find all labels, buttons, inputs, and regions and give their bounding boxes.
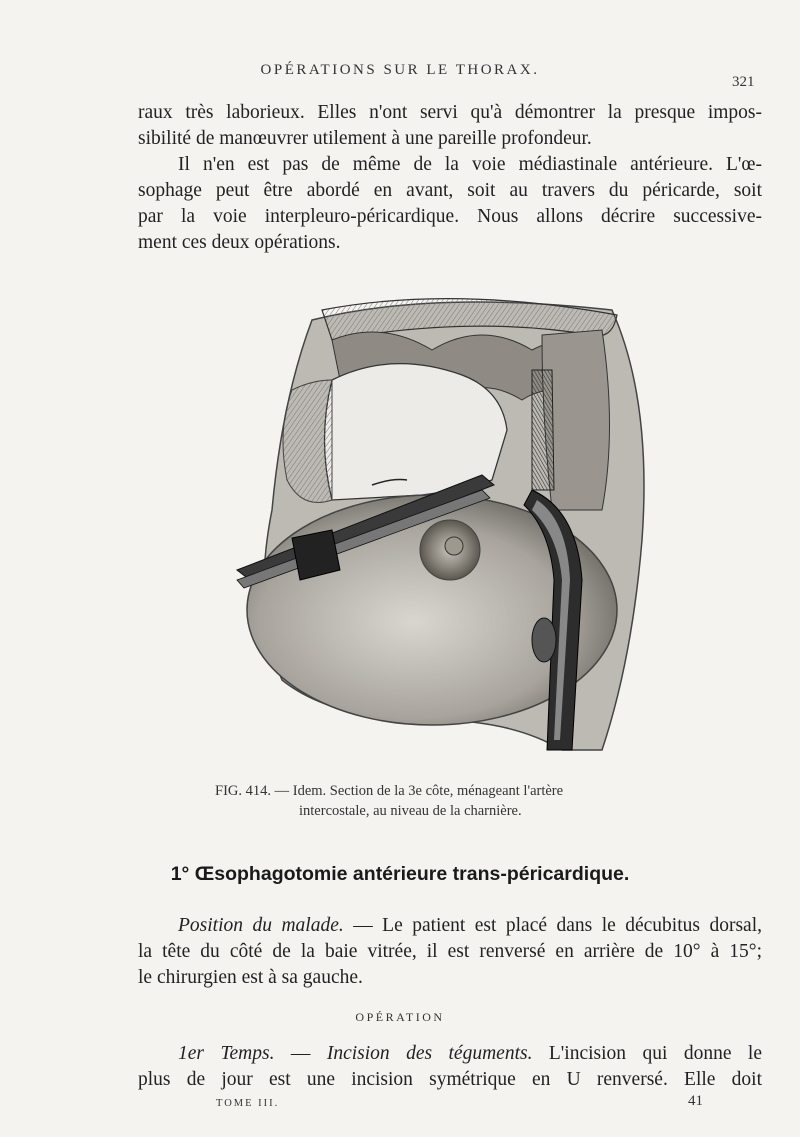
step-number: 1er (178, 1043, 204, 1064)
volume-label: TOME III. (216, 1098, 280, 1109)
running-title: OPÉRATIONS SUR LE THORAX. (260, 62, 540, 78)
position-text: — Le patient est placé dans le décubitus dorsal, (343, 915, 762, 936)
position-label: Position du malade. (178, 915, 344, 936)
step-label: Temps. (220, 1043, 275, 1064)
text-line (138, 1041, 762, 1067)
paragraph-operation (138, 1041, 762, 1093)
text-line: le chirurgien est à sa gauche. (138, 967, 363, 988)
text-line: la tête du côté de la baie vitrée, il est renversé en arrière de 10° à 15°; (138, 941, 762, 962)
text-line: ment ces deux opérations. (138, 232, 341, 253)
step-dash: — (274, 1043, 327, 1064)
text-line: raux très laborieux. Elles n'ont servi qu'à démontrer la presque impos- (138, 102, 762, 123)
text-line: sophage peut être abordé en avant, soit au travers du péricarde, soit (138, 180, 762, 201)
step-text: L'incision qui donne le (532, 1043, 762, 1064)
paragraph-position (138, 913, 762, 991)
section-title: 1° Œsophagotomie antérieure trans-péricardique. (170, 863, 630, 885)
page-number: 321 (732, 74, 755, 90)
text-line: par la voie interpleuro-péricardique. Nous allons décrire successive- (138, 206, 762, 227)
step-title: Incision des téguments. (326, 1043, 533, 1064)
signature-mark: 41 (688, 1093, 703, 1109)
figure-caption (215, 781, 715, 821)
caption-line: FIG. 414. — Idem. Section de la 3e côte, ménageant l'artère (215, 783, 564, 799)
operation-heading: OPÉRATION (355, 1010, 445, 1024)
text-line: Il n'en est pas de même de la voie médiastinale antérieure. L'œ- (178, 154, 762, 175)
caption-line: intercostale, au niveau de la charnière. (299, 803, 522, 819)
paragraph-intro (138, 100, 762, 256)
text-line: sibilité de manœuvrer utilement à une pareille profondeur. (138, 128, 592, 149)
text-line (138, 913, 762, 939)
text-line: plus de jour est une incision symétrique en U renversé. Elle doit (138, 1069, 762, 1090)
surgical-illustration (232, 280, 656, 760)
